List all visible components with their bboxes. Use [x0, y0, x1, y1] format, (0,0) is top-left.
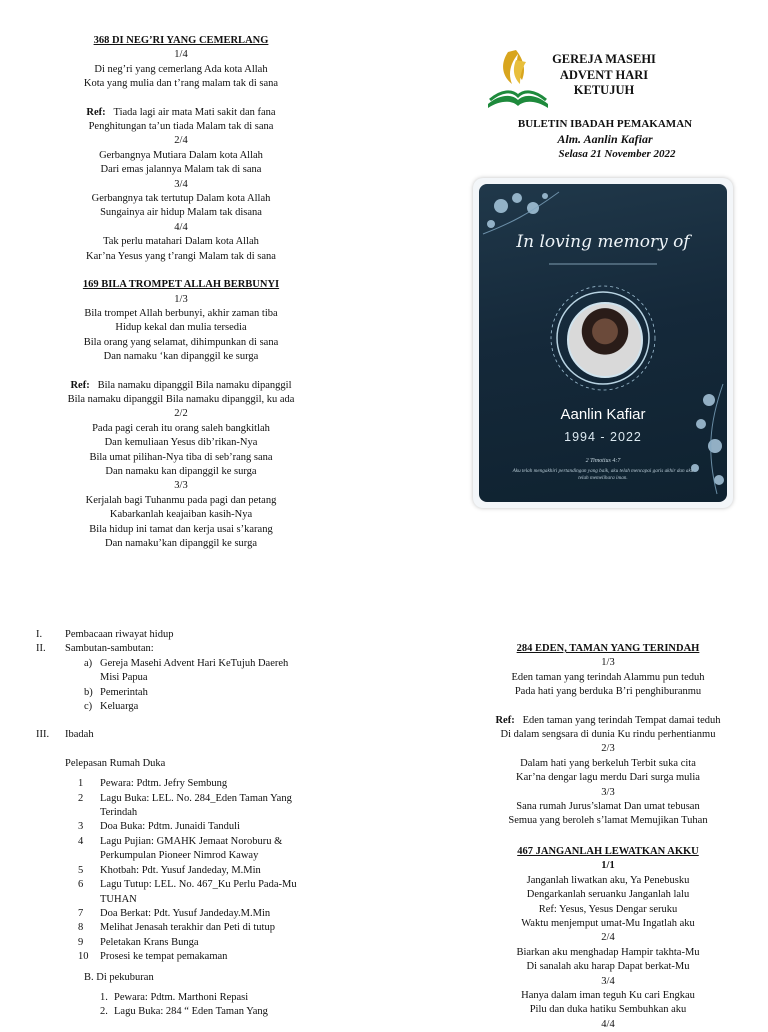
program-item	[36, 777, 336, 791]
lyric-line: Pilu dan duka hatiku Sembuhkan aku	[529, 1004, 687, 1016]
item-text: Lagu Pujian: GMAHK Jemaat Noroburu & Perkumpulan Pioneer Nimrod Kaway	[100, 835, 283, 862]
program-item	[36, 820, 336, 834]
refrain-text: Tiada lagi air mata Mati sakit dan fana	[113, 106, 276, 118]
church-name	[548, 52, 660, 99]
song-title: 169 BILA TROMPET ALLAH BERBUNYI	[82, 279, 280, 291]
lyric-line: Dan namaku ‘kan dipanggil ke surga	[103, 351, 259, 363]
item-number: 2.	[100, 1006, 108, 1018]
lyric-line: Kota yang mulia dan t’rang malam tak di sana	[83, 78, 279, 90]
item-text: Pewara: Pdtm. Jefry Sembung	[100, 778, 228, 790]
lyric-line: Dan namaku’kan dipanggil ke surga	[104, 538, 257, 549]
item-text: Doa Berkat: Pdt. Yusuf Jandeday.M.Min	[100, 907, 271, 919]
item-text: Peletakan Krans Bunga	[100, 936, 199, 948]
pekuburan-item	[36, 1005, 336, 1019]
church-name-line: GEREJA MASEHI	[552, 52, 656, 66]
verse-gap	[40, 92, 322, 106]
verse-number: 3/4	[174, 178, 188, 190]
verse-number: 2/3	[601, 743, 615, 755]
song-title: 284 EDEN, TAMAN YANG TERINDAH	[516, 643, 700, 654]
song-title: 368 DI NEG’RI YANG CEMERLANG	[93, 35, 269, 46]
lyric-line: Dan namaku kan dipanggil ke surga	[105, 465, 257, 477]
item-text: Gereja Masehi Advent Hari KeTujuh Daereh	[100, 657, 289, 669]
lyric-line: Kar’na dengar lagu merdu Dari surga mulia	[516, 772, 700, 784]
item-text: Misi Papua	[100, 672, 148, 684]
lyric-line: Bila namaku dipanggil Bila namaku dipanggil, ku ada	[67, 393, 295, 405]
pekuburan-items-list	[36, 991, 336, 1020]
deceased-photo	[567, 302, 643, 378]
bulletin-title: BULETIN IBADAH PEMAKAMAN	[517, 118, 693, 130]
item-number: 5	[78, 864, 84, 876]
left-song-column	[40, 34, 322, 551]
sambutan-item	[36, 686, 336, 700]
bulletin-header	[470, 117, 740, 162]
lyric-line: Tak perlu matahari Dalam kota Allah	[103, 236, 259, 248]
item-text: Keluarga	[100, 701, 139, 713]
program-section	[36, 628, 336, 642]
refrain-label: Ref:	[70, 379, 90, 391]
program-section	[36, 642, 336, 656]
item-number: 8	[78, 922, 84, 934]
memorial-verse-text: Aku telah mengakhiri pertandingan yang baik, aku telah mencapai garis akhir dan aku telah memelihara iman.	[512, 468, 694, 481]
memorial-verse-ref: 2 Timotius 4:7	[585, 458, 621, 464]
lyric-line: Janganlah liwatkan aku, Ya Penebusku	[526, 874, 690, 886]
lyric-line: Dan kemuliaan Yesus dib’rikan-Nya	[104, 437, 258, 449]
memorial-name: Aanlin Kafiar	[560, 406, 646, 423]
verse-number: 3/3	[601, 786, 615, 798]
lyric-line: Dalam hati yang berkeluh Terbit suka cita	[520, 757, 696, 769]
item-number: 10	[78, 951, 89, 963]
pekuburan-item	[36, 991, 336, 1005]
lyric-line: Bila umat pilihan-Nya tiba di seb’rang sana	[89, 451, 273, 463]
section-text: Pembacaan riwayat hidup	[65, 629, 174, 640]
item-number: 6	[78, 879, 84, 891]
refrain-text: Bila namaku dipanggil Bila namaku dipanggil	[97, 379, 292, 391]
item-text: Khotbah: Pdt. Yusuf Jandeday, M.Min	[100, 864, 261, 876]
lyric-line: Gerbangnya Mutiara Dalam kota Allah	[99, 149, 263, 161]
item-text: Lagu Buka: 284 “ Eden Taman Yang	[114, 1006, 268, 1018]
lyric-line: Kabarkanlah keajaiban kasih-Nya	[109, 509, 253, 521]
item-number: 3	[78, 821, 84, 833]
section-numeral: II.	[36, 643, 46, 655]
memorial-heading: In loving memory of	[516, 232, 690, 252]
song-gap	[40, 264, 322, 278]
lyric-line: Ref: Yesus, Yesus Dengar seruku	[538, 903, 678, 915]
lyric-line: Pada pagi cerah itu orang saleh bangkitlah	[92, 422, 270, 434]
verse-number: 1/1	[601, 860, 615, 872]
memorial-years: 1994 - 2022	[564, 430, 642, 444]
program-subheading: Pelepasan Rumah Duka	[65, 757, 166, 769]
program-order	[36, 628, 336, 1020]
program-item	[36, 878, 336, 907]
verse-gap	[448, 700, 768, 714]
song-gap	[448, 829, 768, 845]
item-number: 9	[78, 936, 84, 948]
program-item	[36, 950, 336, 964]
song-title: 467 JANGANLAH LEWATKAN AKKU	[517, 845, 699, 857]
item-text: Doa Buka: Pdtm. Junaidi Tanduli	[100, 821, 240, 833]
lyric-line: Sungainya air hidup Malam tak disana	[100, 207, 262, 219]
item-letter: c)	[84, 701, 93, 713]
lyric-line: Sana rumah Jurus’slamat Dan umat tebusan	[516, 801, 700, 813]
lyric-line: Hidup kekal dan mulia tersedia	[115, 322, 247, 334]
right-song-column	[448, 642, 768, 1032]
item-text: Pemerintah	[100, 686, 148, 698]
refrain-label: Ref:	[495, 714, 515, 726]
lyric-line: Bila trompet Allah berbunyi, akhir zaman tiba	[84, 307, 278, 319]
lyric-line: Kar’na Yesus yang t’rangi Malam tak di sana	[86, 250, 276, 262]
lyric-line: Penghitungan ta’un tiada Malam tak di sana	[88, 121, 274, 133]
verse-number: 1/3	[601, 657, 615, 669]
verse-number: 2/4	[174, 135, 188, 147]
lyric-line: Di sanalah aku harap Dapat berkat-Mu	[526, 961, 690, 973]
lyric-line: Bila hidup ini tamat dan kerja usai s’karang	[89, 523, 273, 535]
lyric-line: Eden taman yang terindah Alammu pun teduh	[511, 671, 705, 683]
item-text: Pewara: Pdtm. Marthoni Repasi	[114, 991, 249, 1003]
item-letter: b)	[84, 686, 93, 698]
sambutan-item	[36, 671, 336, 685]
lyric-line: Di dalam sengsara di dunia Ku rindu perhentianmu	[500, 729, 716, 741]
refrain-line	[40, 379, 322, 393]
verse-number: 4/4	[601, 1018, 615, 1030]
verse-number: 1/3	[174, 293, 188, 305]
lyric-line: Kerjalah bagi Tuhanmu pada pagi dan petang	[85, 494, 277, 506]
item-text: Lagu Tutup: LEL. No. 467_Ku Perlu Pada-Mu TUHAN	[100, 879, 297, 905]
refrain-line	[448, 714, 768, 728]
refrain-line	[40, 106, 322, 120]
program-item	[36, 792, 336, 821]
program-item	[36, 936, 336, 950]
church-logo	[486, 46, 550, 110]
verse-number: 3/3	[174, 480, 188, 492]
item-text: Prosesi ke tempat pemakaman	[100, 951, 228, 963]
sambutan-list	[36, 657, 336, 715]
lyric-line: Pada hati yang berduka B’ri penghiburanmu	[514, 686, 702, 698]
lyric-line: Waktu menjemput umat-Mu Ingatlah aku	[521, 917, 695, 929]
item-number: 7	[78, 907, 84, 919]
item-letter	[84, 671, 100, 685]
refrain-text: Eden taman yang terindah Tempat damai teduh	[522, 714, 721, 726]
lyric-line: Semua yang beroleh s’lamat Memujikan Tuhan	[508, 815, 708, 827]
item-number: 1.	[100, 991, 108, 1003]
lyric-line: Gerbangnya tak tertutup Dalam kota Allah	[91, 193, 271, 205]
lyric-line: Dari emas jalannya Malam tak di sana	[100, 164, 262, 176]
church-name-line: KETUJUH	[573, 83, 635, 97]
verse-number: 4/4	[174, 221, 188, 233]
program-section	[36, 728, 336, 742]
refrain-label: Ref:	[86, 106, 106, 118]
program-item	[36, 921, 336, 935]
memorial-card-inner	[479, 184, 727, 502]
verse-gap	[40, 365, 322, 379]
bulletin-date: Selasa 21 November 2022	[558, 148, 676, 160]
sambutan-item	[36, 700, 336, 714]
item-number: 1	[78, 778, 84, 790]
item-text: Lagu Buka: LEL. No. 284_Eden Taman Yang Terindah	[100, 792, 292, 819]
item-text: Melihat Jenasah terakhir dan Peti di tutup	[100, 922, 275, 934]
section-text: Sambutan-sambutan:	[65, 643, 154, 655]
section-numeral: III.	[36, 729, 50, 741]
memorial-card	[473, 178, 733, 508]
lyric-line: Biarkan aku menghadap Hampir takhta-Mu	[516, 946, 700, 958]
item-number: 2	[78, 792, 84, 804]
flame-book-icon	[486, 46, 550, 110]
program-items-list	[36, 777, 336, 964]
section-numeral: I.	[36, 629, 43, 640]
bulletin-deceased-name: Alm. Aanlin Kafiar	[557, 132, 653, 146]
pekuburan-subheading: B. Di pekuburan	[84, 971, 154, 983]
section-text: Ibadah	[65, 729, 94, 741]
program-item	[36, 835, 336, 864]
lyric-line: Dengarkanlah seruanku Janganlah lalu	[526, 889, 690, 901]
lyric-line: Di neg’ri yang cemerlang Ada kota Allah	[94, 63, 268, 75]
lyric-line: Hanya dalam iman teguh Ku cari Engkau	[521, 989, 695, 1001]
verse-number: 2/4	[601, 932, 615, 944]
church-name-line: ADVENT HARI	[559, 67, 649, 82]
item-letter: a)	[84, 657, 93, 669]
sambutan-item	[36, 657, 336, 671]
program-item	[36, 907, 336, 921]
verse-number: 1/4	[174, 49, 188, 61]
verse-number: 3/4	[601, 975, 615, 987]
item-number: 4	[78, 835, 84, 847]
verse-number: 2/2	[174, 408, 188, 420]
program-item	[36, 864, 336, 878]
lyric-line: Bila orang yang selamat, dihimpunkan di sana	[83, 336, 279, 348]
